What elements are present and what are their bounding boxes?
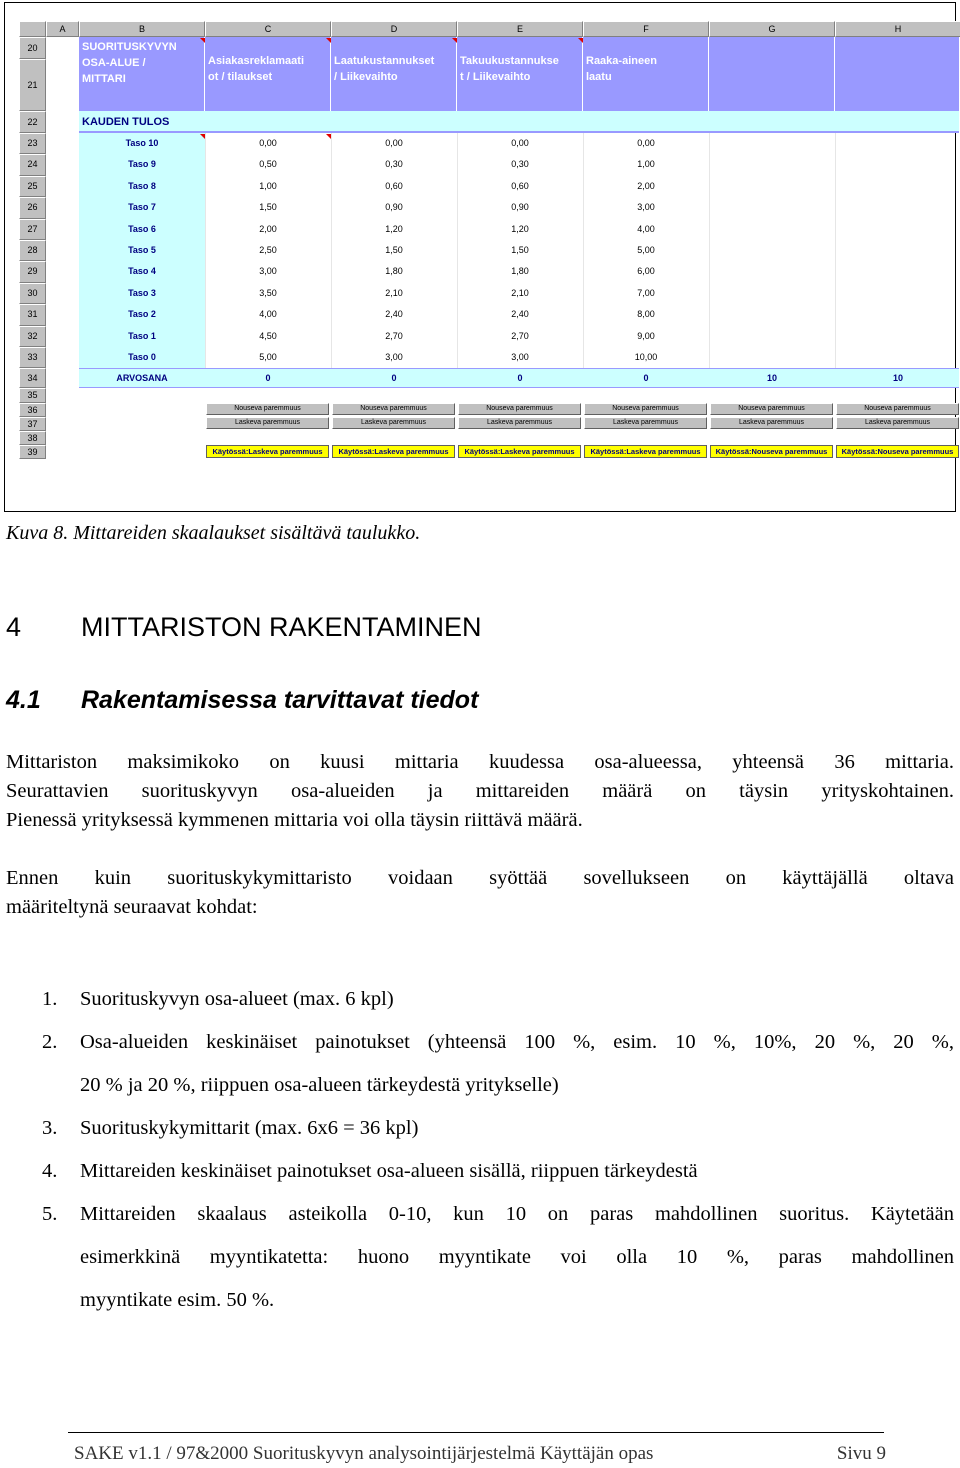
grid-divider bbox=[331, 133, 332, 368]
level-value: 3,00 bbox=[511, 352, 529, 362]
descending-button[interactable]: Laskeva paremmuus bbox=[836, 417, 959, 429]
metric-header-pad bbox=[205, 37, 331, 51]
comment-marker-icon[interactable] bbox=[200, 38, 205, 43]
grade-value: 0 bbox=[517, 373, 523, 384]
in-use-indicator: Käytössä:Laskeva paremmuus bbox=[584, 445, 707, 458]
level-value: 4,50 bbox=[259, 330, 277, 341]
list-item bbox=[0, 1021, 954, 1107]
metric-header: Takuukustannukse t / Liikevaihto bbox=[457, 51, 583, 111]
level-label: Taso 8 bbox=[79, 176, 205, 197]
ascending-button[interactable]: Nouseva paremmuus bbox=[584, 403, 707, 415]
level-value: 2,10 bbox=[385, 287, 403, 298]
in-use-indicator: Käytössä:Laskeva paremmuus bbox=[206, 445, 329, 458]
chapter-number: 4 bbox=[6, 612, 22, 642]
section-heading bbox=[6, 686, 478, 715]
descending-button[interactable]: Laskeva paremmuus bbox=[332, 417, 455, 429]
level-label: Taso 7 bbox=[79, 197, 205, 218]
page-number: Sivu 9 bbox=[836, 1443, 886, 1464]
level-value: 6,00 bbox=[637, 266, 655, 277]
column-header[interactable]: E bbox=[457, 21, 583, 37]
paragraph-line: Mittariston maksimikoko on kuusi mittaria kuudessa osa-alueessa, yhteensä 36 mittaria. bbox=[6, 751, 954, 773]
level-value: 0,50 bbox=[259, 159, 277, 170]
level-value: 2,00 bbox=[637, 180, 655, 191]
level-value: 0,90 bbox=[385, 202, 403, 213]
ascending-button[interactable]: Nouseva paremmuus bbox=[710, 403, 833, 415]
paragraph-line: Seurattavien suorituskyvyn osa-alueiden ja mittareiden määrä on täysin yrityskohtainen. bbox=[6, 780, 954, 802]
row-header[interactable]: 20 bbox=[19, 37, 46, 59]
descending-button[interactable]: Laskeva paremmuus bbox=[584, 417, 707, 429]
footer-divider bbox=[68, 1432, 884, 1433]
column-header[interactable]: A bbox=[46, 21, 79, 37]
level-value: 0,60 bbox=[385, 180, 403, 191]
paragraph-2 bbox=[6, 864, 954, 922]
level-value: 2,50 bbox=[259, 245, 277, 255]
row-header[interactable]: 31 bbox=[19, 304, 46, 325]
list-text: Suorituskyvyn osa-alueet (max. 6 kpl) bbox=[80, 988, 394, 1010]
level-value: 0,90 bbox=[511, 202, 529, 213]
column-header[interactable]: D bbox=[331, 21, 457, 37]
descending-button[interactable]: Laskeva paremmuus bbox=[710, 417, 833, 429]
grade-value: 0 bbox=[391, 373, 397, 384]
area-metric-title: SUORITUSKYVYN OSA-ALUE / MITTARI bbox=[79, 37, 205, 111]
level-value: 3,50 bbox=[259, 287, 277, 298]
comment-marker-icon[interactable] bbox=[578, 38, 583, 43]
grade-value: 0 bbox=[265, 373, 271, 384]
level-value: 1,20 bbox=[511, 223, 529, 234]
chapter-title: MITTARISTON RAKENTAMINEN bbox=[81, 612, 482, 642]
in-use-indicator: Käytössä:Nouseva paremmuus bbox=[836, 445, 959, 458]
paragraph-line: Ennen kuin suorituskykymittaristo voidaan syöttää sovellukseen on käyttäjällä oltava bbox=[6, 867, 954, 889]
level-label: Taso 5 bbox=[79, 240, 205, 261]
column-header[interactable]: F bbox=[583, 21, 709, 37]
list-text: Mittareiden keskinäiset painotukset osa-alueen sisällä, riippuen tärkeydestä bbox=[80, 1160, 698, 1182]
level-value: 1,50 bbox=[385, 245, 403, 255]
comment-marker-icon[interactable] bbox=[326, 38, 331, 43]
list-number: 5. bbox=[42, 1203, 58, 1225]
row-header[interactable]: 28 bbox=[19, 240, 46, 261]
row-header[interactable]: 36 bbox=[19, 403, 46, 417]
list-text: myyntikate esim. 50 %. bbox=[80, 1289, 275, 1311]
level-label: Taso 3 bbox=[79, 283, 205, 304]
ascending-button[interactable]: Nouseva paremmuus bbox=[332, 403, 455, 415]
descending-button[interactable]: Laskeva paremmuus bbox=[206, 417, 329, 429]
paragraph-line: määriteltynä seuraavat kohdat: bbox=[6, 896, 258, 918]
level-value: 4,00 bbox=[259, 309, 277, 320]
row-header[interactable]: 26 bbox=[19, 197, 46, 218]
level-value: 9,00 bbox=[637, 330, 655, 341]
corner-cell[interactable] bbox=[19, 21, 46, 37]
requirements-list bbox=[0, 978, 954, 1322]
row-header[interactable]: 24 bbox=[19, 154, 46, 175]
grid-divider bbox=[583, 133, 584, 368]
grade-label: ARVOSANA bbox=[116, 373, 168, 384]
section-title: Rakentamisessa tarvittavat tiedot bbox=[81, 686, 479, 714]
level-value: 2,40 bbox=[511, 309, 529, 320]
row-header[interactable]: 29 bbox=[19, 261, 46, 282]
ascending-button[interactable]: Nouseva paremmuus bbox=[836, 403, 959, 415]
list-item bbox=[0, 978, 954, 1021]
column-header[interactable]: H bbox=[835, 21, 960, 37]
level-label: Taso 1 bbox=[79, 326, 205, 347]
level-value: 1,00 bbox=[259, 180, 277, 191]
level-value: 2,00 bbox=[259, 223, 277, 234]
row-header[interactable]: 30 bbox=[19, 283, 46, 304]
list-text: esimerkkinä myyntikatetta: huono myyntikate voi olla 10 %, paras mahdollinen bbox=[80, 1246, 954, 1268]
level-value: 2,40 bbox=[385, 309, 403, 320]
figure-caption: Kuva 8. Mittareiden skaalaukset sisältävä taulukko. bbox=[6, 522, 421, 544]
in-use-indicator: Käytössä:Laskeva paremmuus bbox=[458, 445, 581, 458]
level-label: Taso 6 bbox=[79, 219, 205, 240]
level-value: 0,60 bbox=[511, 180, 529, 191]
level-value: 0,30 bbox=[385, 159, 403, 170]
metric-header: Raaka-aineen laatu bbox=[583, 51, 709, 111]
row-header[interactable]: 27 bbox=[19, 219, 46, 240]
grid-divider bbox=[205, 133, 206, 368]
in-use-indicator: Käytössä:Nouseva paremmuus bbox=[710, 445, 833, 458]
level-value: 0,00 bbox=[385, 138, 403, 148]
list-item bbox=[0, 1107, 954, 1150]
list-item bbox=[0, 1150, 954, 1193]
grade-value: 0 bbox=[643, 373, 649, 384]
footer-document-info: SAKE v1.1 / 97&2000 Suorituskyvyn analysointijärjestelmä Käyttäjän opas bbox=[74, 1443, 654, 1464]
row-header[interactable]: 32 bbox=[19, 326, 46, 347]
metric-header: Asiakasreklamaati ot / tilaukset bbox=[205, 51, 331, 111]
chapter-heading bbox=[6, 612, 482, 643]
ascending-button[interactable]: Nouseva paremmuus bbox=[206, 403, 329, 415]
grade-value: 10 bbox=[766, 373, 777, 384]
metric-header-pad bbox=[457, 37, 583, 51]
level-label: Taso 2 bbox=[79, 304, 205, 325]
level-value: 0,30 bbox=[511, 159, 529, 170]
descending-button[interactable]: Laskeva paremmuus bbox=[458, 417, 581, 429]
row-header[interactable]: 35 bbox=[19, 388, 46, 403]
level-value: 4,00 bbox=[637, 223, 655, 234]
in-use-indicator: Käytössä:Laskeva paremmuus bbox=[332, 445, 455, 458]
grid-divider bbox=[709, 133, 710, 368]
level-value: 8,00 bbox=[637, 309, 655, 320]
figure-frame bbox=[4, 2, 956, 512]
level-value: 0,00 bbox=[511, 138, 529, 148]
level-value: 2,10 bbox=[511, 287, 529, 298]
level-value: 1,50 bbox=[259, 202, 277, 213]
column-header[interactable]: G bbox=[709, 21, 835, 37]
grade-value: 10 bbox=[892, 373, 903, 384]
level-value: 1,20 bbox=[385, 223, 403, 234]
section-number: 4.1 bbox=[6, 686, 41, 714]
level-value: 2,70 bbox=[385, 330, 403, 341]
level-value: 1,00 bbox=[637, 159, 655, 170]
row-header[interactable]: 23 bbox=[19, 133, 46, 154]
level-label: Taso 0 bbox=[79, 347, 205, 368]
period-label: KAUDEN TULOS bbox=[82, 116, 170, 128]
paragraph-1 bbox=[6, 748, 954, 835]
paragraph-line: Pienessä yrityksessä kymmenen mittaria voi olla täysin riittävä määrä. bbox=[6, 809, 583, 831]
level-value: 5,00 bbox=[259, 352, 277, 362]
level-value: 0,00 bbox=[259, 138, 277, 148]
level-value: 7,00 bbox=[637, 287, 655, 298]
metric-header: Laatukustannukset / Liikevaihto bbox=[331, 51, 457, 111]
page-footer bbox=[74, 1443, 886, 1465]
column-header[interactable]: B bbox=[79, 21, 205, 37]
metric-header-pad bbox=[331, 37, 457, 51]
ascending-button[interactable]: Nouseva paremmuus bbox=[458, 403, 581, 415]
comment-marker-icon[interactable] bbox=[452, 38, 457, 43]
row-header[interactable]: 39 bbox=[19, 445, 46, 459]
level-value: 2,70 bbox=[511, 330, 529, 341]
grid-divider bbox=[835, 133, 836, 368]
level-value: 1,50 bbox=[511, 245, 529, 255]
row-header[interactable]: 33 bbox=[19, 347, 46, 368]
list-number: 4. bbox=[42, 1160, 58, 1182]
metric-header-pad bbox=[583, 37, 709, 51]
metric-header-empty bbox=[709, 37, 835, 111]
list-text: 20 % ja 20 %, riippuen osa-alueen tärkeydestä yritykselle) bbox=[80, 1074, 559, 1096]
list-text: Suorituskykymittarit (max. 6x6 = 36 kpl) bbox=[80, 1117, 419, 1139]
list-item bbox=[0, 1193, 954, 1322]
spreadsheet bbox=[19, 21, 954, 483]
level-label: Taso 9 bbox=[79, 154, 205, 175]
row-header[interactable]: 22 bbox=[19, 111, 46, 133]
level-value: 10,00 bbox=[634, 352, 658, 362]
level-label: Taso 4 bbox=[79, 261, 205, 282]
row-header[interactable]: 34 bbox=[19, 368, 46, 388]
period-row bbox=[79, 111, 959, 133]
row-header[interactable]: 21 bbox=[19, 59, 46, 111]
list-text: Mittareiden skaalaus asteikolla 0-10, kun 10 on paras mahdollinen suoritus. Käytetään bbox=[80, 1203, 954, 1225]
level-value: 3,00 bbox=[259, 266, 277, 277]
row-header[interactable]: 38 bbox=[19, 431, 46, 445]
row-header[interactable]: 37 bbox=[19, 417, 46, 431]
level-label: Taso 10 bbox=[79, 133, 205, 154]
level-value: 0,00 bbox=[637, 138, 655, 148]
column-header[interactable]: C bbox=[205, 21, 331, 37]
list-number: 2. bbox=[42, 1031, 58, 1053]
metric-header-empty bbox=[835, 37, 959, 111]
level-value: 1,80 bbox=[511, 266, 529, 277]
level-value: 1,80 bbox=[385, 266, 403, 277]
level-value: 3,00 bbox=[385, 352, 403, 362]
list-number: 1. bbox=[42, 988, 58, 1010]
level-value: 3,00 bbox=[637, 202, 655, 213]
list-text: Osa-alueiden keskinäiset painotukset (yhteensä 100 %, esim. 10 %, 10%, 20 %, 20 %, bbox=[80, 1031, 954, 1053]
row-header[interactable]: 25 bbox=[19, 176, 46, 197]
list-number: 3. bbox=[42, 1117, 58, 1139]
level-value: 5,00 bbox=[637, 245, 655, 255]
grid-divider bbox=[457, 133, 458, 368]
